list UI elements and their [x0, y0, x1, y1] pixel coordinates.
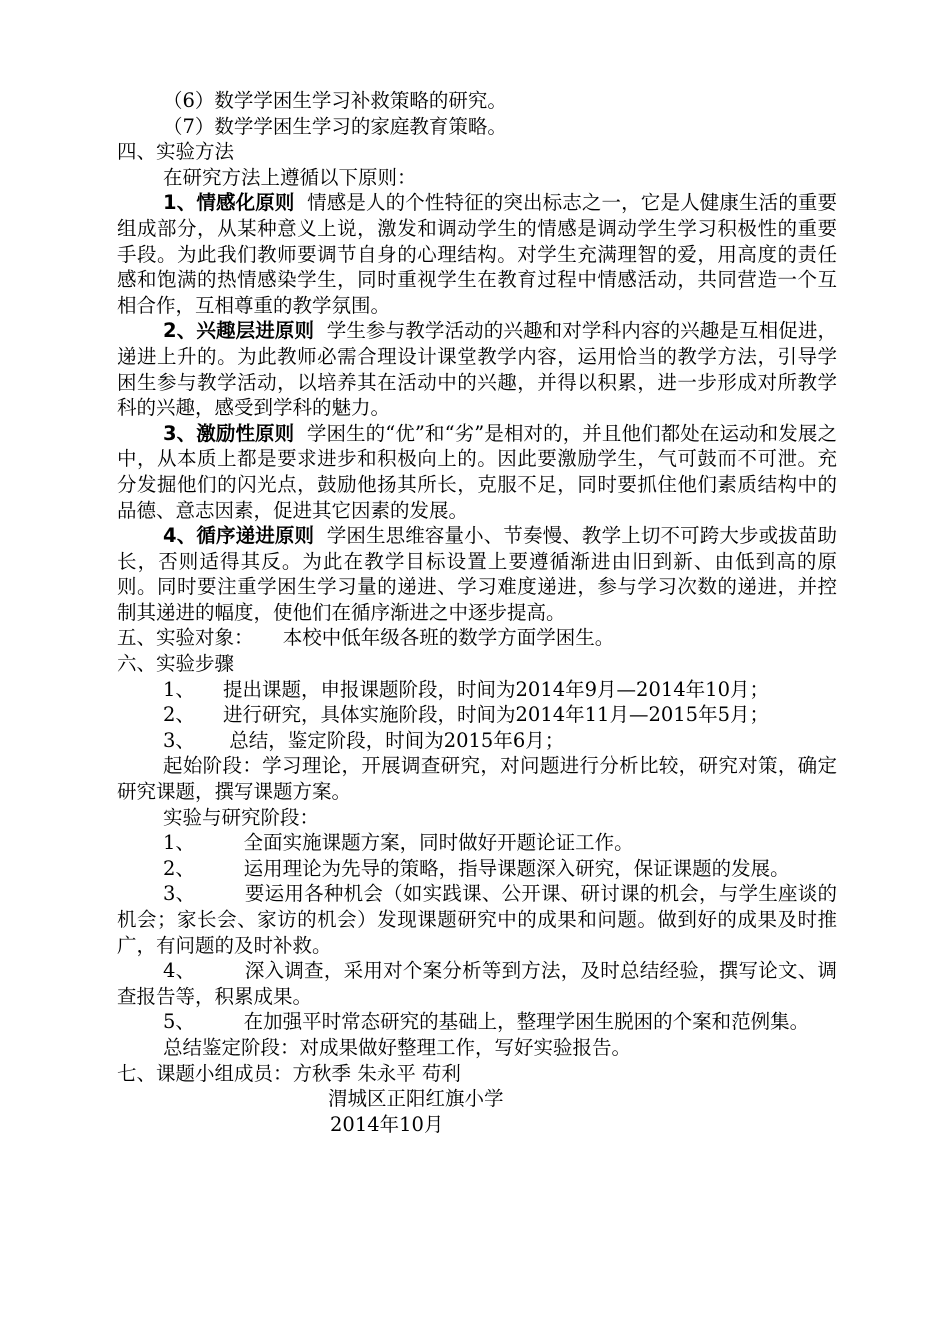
experiment-item: 5、 在加强平时常态研究的基础上，整理学困生脱困的个案和范例集。	[163, 1010, 810, 1034]
principle-4-title: 4、循序递进原则	[163, 524, 315, 548]
step-number: 2、	[163, 703, 195, 727]
principle-2-title: 2、兴趣层进原则	[163, 319, 315, 343]
principle-1-title: 1、情感化原则	[163, 191, 295, 215]
school-signature: 渭城区正阳红旗小学	[328, 1087, 504, 1111]
experiment-item: 3、 要运用各种机会（如实践课、公开课、研讨课的机会，与学生座谈的机会；家长会、家访的机会）发现课题研究中的成果和问题。做到好的成果及时推广，有问题的及时补救。	[117, 882, 837, 957]
step-number: 1、	[163, 677, 195, 701]
research-item-7: （7）数学学困生学习的家庭教育策略。	[163, 114, 507, 138]
step-list	[117, 677, 837, 754]
signature-date: 2014年10月	[330, 1112, 444, 1136]
step-item	[117, 702, 837, 728]
section-4-intro: 在研究方法上遵循以下原则：	[163, 165, 417, 189]
section-6-heading: 六、实验步骤	[117, 652, 235, 676]
experiment-item: 4、 深入调查，采用对个案分析等到方法，及时总结经验，撰写论文、调查报告等，积累成果。	[117, 959, 837, 1008]
summary-stage: 总结鉴定阶段：对成果做好整理工作，写好实验报告。	[163, 1035, 632, 1059]
principle-2-text: 学生参与教学活动的兴趣和对学科内容的兴趣是互相促进，递进上升的。为此教师必需合理设计课堂教学内容，运用恰当的教学方法，引导学困生参与教学活动，以培养其在活动中的兴趣，并得以积累，进一步形成对所教学科的兴趣，感受到学科的魅力。	[117, 319, 837, 420]
principle-4	[117, 523, 837, 625]
experiment-stage-heading: 实验与研究阶段：	[163, 805, 320, 829]
document-page	[117, 88, 837, 1137]
section-7-members: 七、课题小组成员：方秋季 朱永平 苟利	[117, 1061, 461, 1085]
start-stage: 起始阶段：学习理论，开展调查研究，对问题进行分析比较，研究对策，确定研究课题，撰写课题方案。	[117, 754, 837, 804]
principle-2	[117, 318, 837, 420]
step-item	[117, 728, 837, 754]
step-text: 提出课题，申报课题阶段，时间为2014年9月—2014年10月；	[223, 677, 769, 701]
experiment-item: 1、 全面实施课题方案，同时做好开题论证工作。	[163, 831, 634, 855]
principle-3-title: 3、激励性原则	[163, 421, 295, 445]
principle-3-text: 学困生的“优”和“劣”是相对的，并且他们都处在运动和发展之中，从本质上都是要求进步和积极向上的。因此要激励学生，气可鼓而不可泄。充分发掘他们的闪光点，鼓励他扬其所长，克服不足，同时要抓住他们素质结构中的品德、意志因素，促进其它因素的发展。	[117, 421, 837, 522]
research-item-6: （6）数学学困生学习补救策略的研究。	[163, 89, 507, 112]
step-text: 总结，鉴定阶段，时间为2015年6月；	[229, 728, 565, 752]
step-number: 3、	[163, 728, 195, 752]
section-4-heading: 四、实验方法	[117, 140, 235, 164]
step-item	[117, 677, 837, 703]
principle-3	[117, 421, 837, 523]
experiment-item: 2、 运用理论为先导的策略，指导课题深入研究，保证课题的发展。	[163, 856, 790, 880]
principle-1-text: 情感是人的个性特征的突出标志之一，它是人健康生活的重要组成部分，从某种意义上说，激发和调动学生的情感是调动学生学习积极性的重要手段。为此我们教师要调节自身的心理结构。对学生充满理智的爱，用高度的责任感和饱满的热情感染学生，同时重视学生在教育过程中情感活动，共同营造一个互相合作，互相尊重的教学氛围。	[117, 191, 837, 317]
principle-4-text: 学困生思维容量小、节奏慢、教学上切不可跨大步或拔苗助长，否则适得其反。为此在教学目标设置上要遵循渐进由旧到新、由低到高的原则。同时要注重学困生学习量的递进、学习难度递进，参与学习次数的递进，并控制其递进的幅度，使他们在循序渐进之中逐步提高。	[117, 524, 837, 624]
principle-1	[117, 190, 837, 318]
section-5-line: 五、实验对象： 本校中低年级各班的数学方面学困生。	[117, 626, 615, 650]
step-text: 进行研究，具体实施阶段，时间为2014年11月—2015年5月；	[223, 703, 769, 727]
